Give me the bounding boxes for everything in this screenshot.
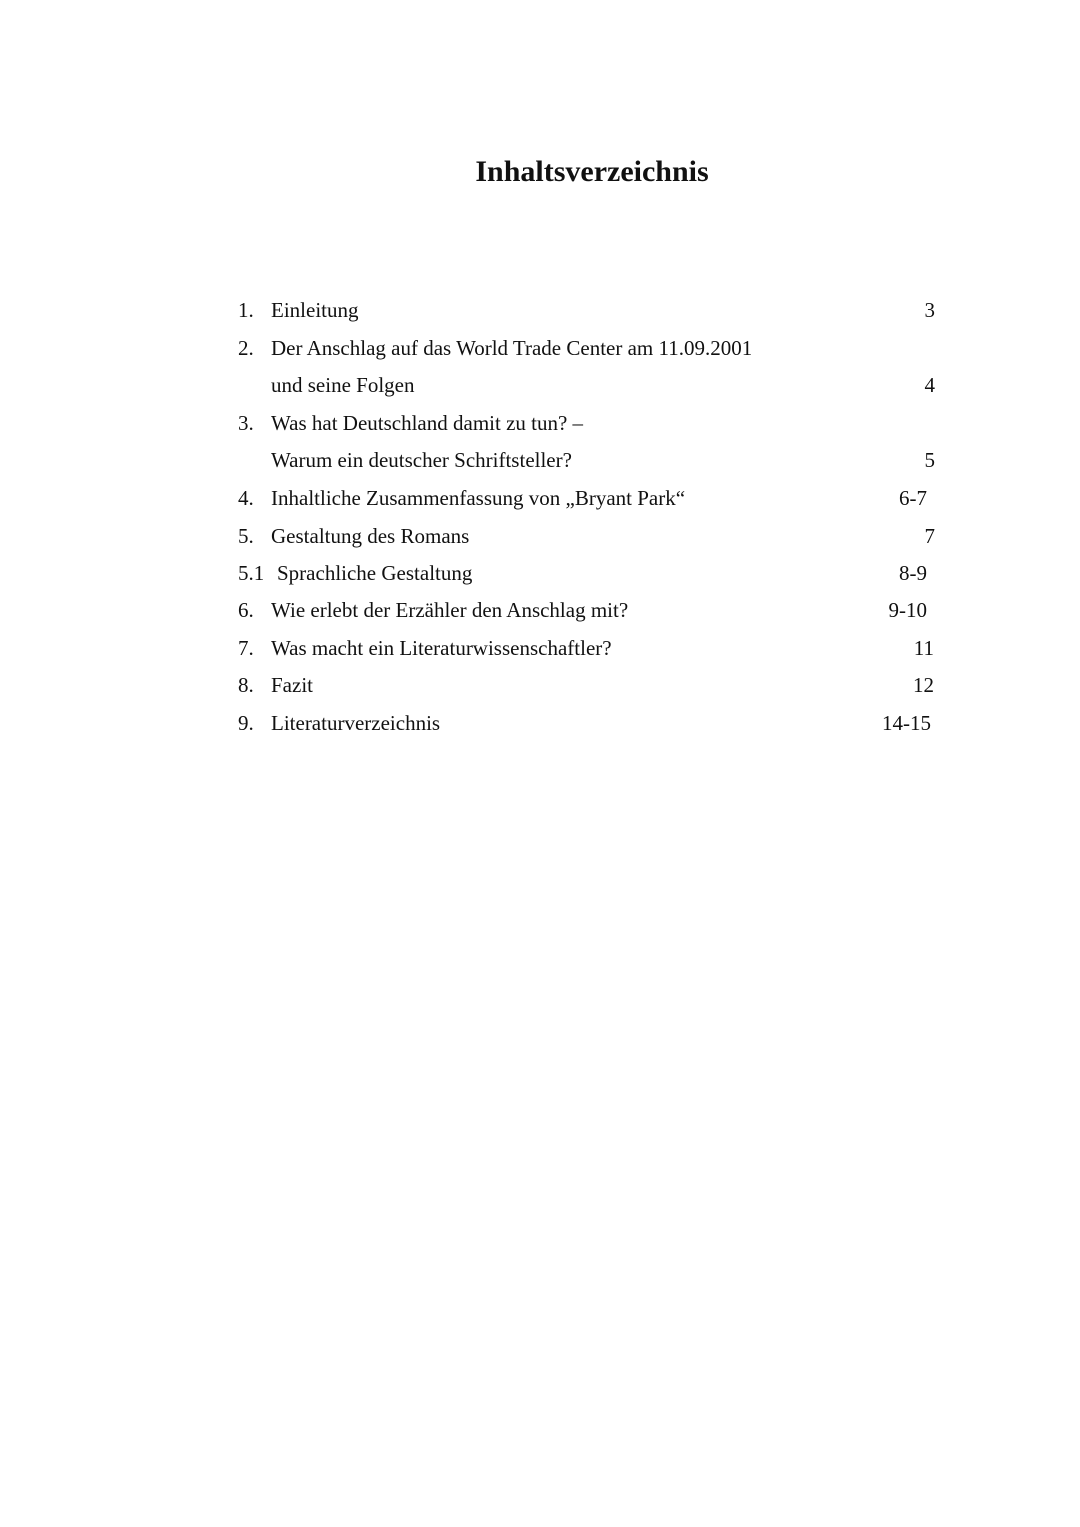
toc-entry-number: 3. xyxy=(238,411,254,435)
toc-entry-2-continued xyxy=(0,367,1080,404)
toc-entry-page: 9-10 xyxy=(888,598,927,622)
toc-entry-8 xyxy=(0,667,1080,704)
toc-entry-5 xyxy=(0,518,1080,555)
toc-entry-number: 1. xyxy=(238,298,254,322)
toc-entry-page: 3 xyxy=(924,298,935,322)
toc-entry-title: Literaturverzeichnis xyxy=(271,711,441,735)
toc-entry-number: 5.1 xyxy=(238,561,265,585)
toc-entry-title: Gestaltung des Romans xyxy=(271,524,470,548)
toc-entry-number: 4. xyxy=(238,486,254,510)
toc-entry-title-continued: Warum ein deutscher Schriftsteller? xyxy=(271,448,572,472)
toc-entry-page: 4 xyxy=(924,373,935,397)
toc-entry-5-1 xyxy=(0,555,1080,592)
toc-entry-3-continued xyxy=(0,442,1080,479)
toc-entry-title-continued: und seine Folgen xyxy=(271,373,415,397)
toc-entry-page: 5 xyxy=(924,448,935,472)
toc-entry-page: 14-15 xyxy=(882,711,931,735)
toc-entry-title: Inhaltliche Zusammenfassung von „Bryant Park“ xyxy=(271,486,686,510)
toc-entry-page: 8-9 xyxy=(899,561,927,585)
toc-entry-number: 9. xyxy=(238,711,254,735)
toc-entry-page: 12 xyxy=(913,673,934,697)
toc-entry-title: Was hat Deutschland damit zu tun? – xyxy=(271,411,584,435)
toc-entry-title: Der Anschlag auf das World Trade Center am 11.09.2001 xyxy=(271,336,753,360)
toc-entry-number: 5. xyxy=(238,524,254,548)
toc-entry-title: Sprachliche Gestaltung xyxy=(277,561,473,585)
toc-entry-3 xyxy=(0,405,1080,442)
toc-entry-page: 11 xyxy=(913,636,934,660)
toc-entry-number: 6. xyxy=(238,598,254,622)
toc-entry-title: Wie erlebt der Erzähler den Anschlag mit? xyxy=(271,598,629,622)
toc-entry-9 xyxy=(0,705,1080,742)
toc-entry-number: 7. xyxy=(238,636,254,660)
toc-entry-2 xyxy=(0,330,1080,367)
toc-entry-title: Einleitung xyxy=(271,298,359,322)
toc-entry-number: 2. xyxy=(238,336,254,360)
toc-entry-7 xyxy=(0,630,1080,667)
toc-entry-page: 6-7 xyxy=(899,486,927,510)
toc-entry-6 xyxy=(0,592,1080,629)
page-title: Inhaltsverzeichnis xyxy=(475,155,709,188)
toc-entry-4 xyxy=(0,480,1080,517)
toc-entry-number: 8. xyxy=(238,673,254,697)
toc-entry-title: Fazit xyxy=(271,673,313,697)
toc-entry-title: Was macht ein Literaturwissenschaftler? xyxy=(271,636,612,660)
toc-entry-1 xyxy=(0,292,1080,329)
toc-entry-page: 7 xyxy=(924,524,935,548)
